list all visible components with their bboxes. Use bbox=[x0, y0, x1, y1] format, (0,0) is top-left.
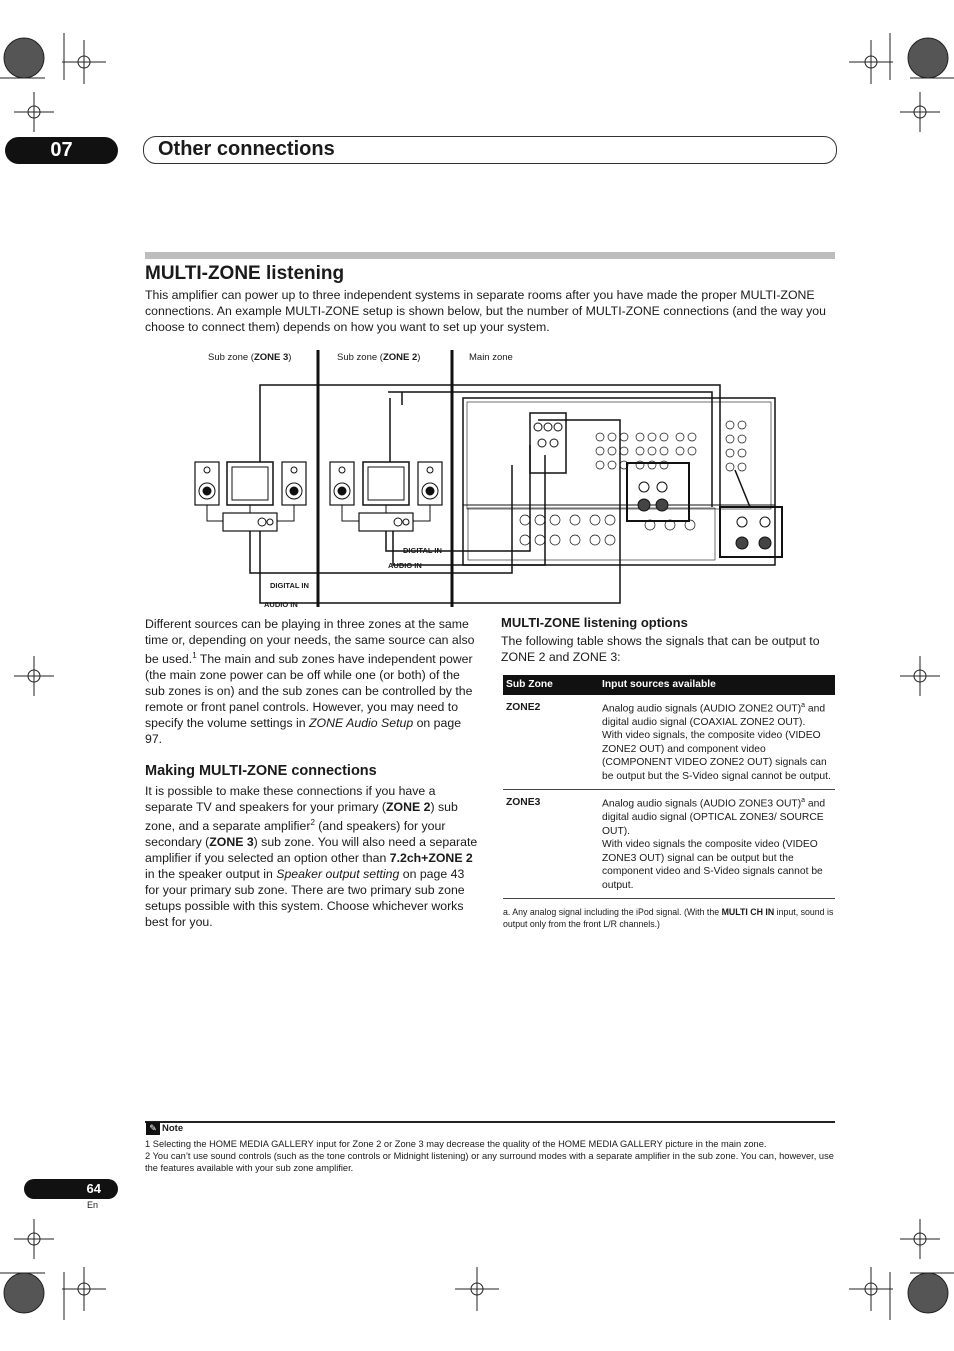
zone-name: ZONE2 bbox=[503, 695, 599, 790]
note-item: 2 You can’t use sound controls (such as the tone controls or Midnight listening) or any surround modes with a separate amplifier in the sub zone. You can, however, use the features available with your sub zone amplifier. bbox=[145, 1151, 834, 1173]
left-column bbox=[145, 616, 481, 930]
note-label: Note bbox=[162, 1123, 184, 1134]
note-item: 1 Selecting the HOME MEDIA GALLERY input for Zone 2 or Zone 3 may decrease the quality of the HOME MEDIA GALLERY picture in the main zone. bbox=[145, 1139, 767, 1149]
language-code: En bbox=[87, 1200, 99, 1210]
section-rule bbox=[145, 252, 835, 259]
zone2-digital-in-label: DIGITAL IN bbox=[403, 546, 442, 555]
page-number: 64 bbox=[86, 1181, 101, 1196]
section-title: MULTI-ZONE listening bbox=[145, 263, 345, 284]
page-number-pill bbox=[24, 1179, 118, 1199]
note-rule bbox=[145, 1121, 835, 1123]
paragraph-sources: Different sources can be playing in three zones at the same time or, depending on your needs, the same source can also be used.$^1$ The main and sub zones have independent power (the main zone power can be off while one (or both) of the sub zones is on) and the sub zones can be controlled by the remote or front panel controls. However, you may need to specify the volume settings in ZONE Audio Setup on page 97. bbox=[145, 617, 475, 747]
zone-sources: Analog audio signals (AUDIO ZONE2 OUT)$^a$ and digital audio signal (COAXIAL ZONE2 OUT). With video signals, the composite video (VIDEO ZONE2 OUT) and component video (COMPONENT VIDEO ZONE2 OUT) signals can be output but the S-Video signal cannot be output. bbox=[599, 695, 835, 790]
zone3-label: Sub zone (ZONE 3) bbox=[208, 352, 292, 363]
listening-options-text: The following table shows the signals that can be output to ZONE 2 and ZONE 3: bbox=[501, 634, 820, 664]
zone2-audio-in-label: AUDIO IN bbox=[388, 561, 422, 570]
zone2-label: Sub zone (ZONE 2) bbox=[337, 352, 421, 363]
zone-sources: Analog audio signals (AUDIO ZONE3 OUT)$^a$ and digital audio signal (OPTICAL ZONE3/ SOURCE OUT). With video signals the composite video (VIDEO ZONE3 OUT) signal can be output but the component video and S-Video signals cannot be output. bbox=[599, 790, 835, 899]
zone-name: ZONE3 bbox=[503, 790, 599, 899]
table-row bbox=[503, 695, 835, 790]
zone-signals-table bbox=[503, 675, 835, 899]
table-header-sub-zone: Sub Zone bbox=[503, 675, 599, 695]
table-header-row bbox=[503, 675, 835, 695]
chapter-number: 07 bbox=[5, 137, 118, 164]
paragraph-connections: It is possible to make these connections if you have a separate TV and speakers for your primary (ZONE 2) sub zone, and a separate amplifier$^2$ (and speakers) for your secondary (ZONE 3) sub zone. You will also need a separate amplifier if you selected an option other than 7.2ch+ZONE 2 in the speaker output in Speaker output setting on page 43 for your primary sub zone. There are two primary sub zone setups possible with this system. Choose whichever works best for you. bbox=[145, 784, 478, 930]
note-list bbox=[145, 1138, 837, 1174]
zone3-audio-in-label: AUDIO IN bbox=[264, 600, 298, 609]
table-header-input-sources: Input sources available bbox=[599, 675, 835, 695]
chapter-title: Other connections bbox=[158, 138, 335, 160]
making-connections-heading: Making MULTI-ZONE connections bbox=[145, 763, 377, 780]
zone3-digital-in-label: DIGITAL IN bbox=[270, 581, 309, 590]
table-footnote: a. Any analog signal including the iPod signal. (With the MULTI CH IN input, sound is output only from the front L/R channels.) bbox=[503, 907, 834, 929]
main-zone-label: Main zone bbox=[469, 352, 513, 363]
right-column bbox=[501, 615, 836, 665]
listening-options-heading: MULTI-ZONE listening options bbox=[501, 615, 688, 630]
multi-zone-connection-diagram bbox=[190, 345, 790, 610]
intro-paragraph: This amplifier can power up to three independent systems in separate rooms after you have made the proper MULTI-ZONE connections. An example MULTI-ZONE setup is shown below, but the number of MULTI-ZONE connections (and the way you choose to connect them) depends on how you want to set up your system. bbox=[145, 288, 826, 334]
note-icon: ✎ bbox=[146, 1122, 160, 1135]
table-row bbox=[503, 790, 835, 899]
